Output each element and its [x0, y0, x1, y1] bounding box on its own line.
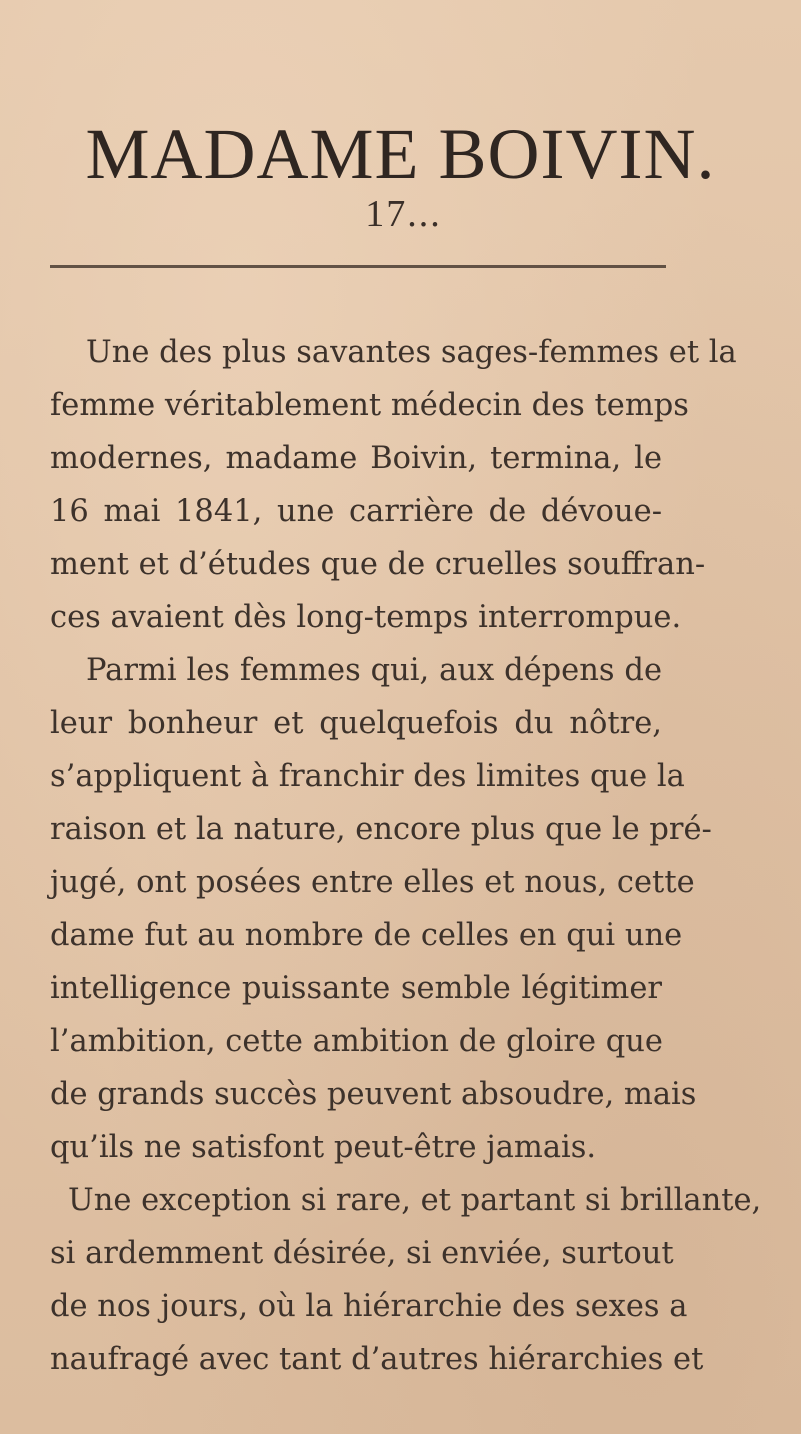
text-line: jugé, ont posées entre elles et nous, cette	[50, 865, 695, 900]
text-line: ment et d’études que de cruelles souffran-	[50, 547, 706, 582]
text-line: femme véritablement médecin des temps	[50, 388, 689, 423]
text-line: ces avaient dès long-temps interrompue.	[50, 600, 682, 635]
text-line: intelligence puissante semble légitimer	[50, 971, 662, 1006]
text-line: de nos jours, où la hiérarchie des sexes a	[50, 1289, 688, 1324]
text-line: naufragé avec tant d’autres hiérarchies et	[50, 1342, 704, 1377]
body-text	[50, 326, 762, 1386]
text-line: Parmi les femmes qui, aux dépens de	[86, 653, 662, 688]
chapter-date: 17...	[365, 193, 442, 235]
text-line: raison et la nature, encore plus que le pré-	[50, 812, 712, 847]
text-line: qu’ils ne satisfont peut-être jamais.	[50, 1130, 597, 1165]
text-line: 16 mai 1841, une carrière de dévoue-	[50, 494, 662, 529]
text-line: de grands succès peuvent absoudre, mais	[50, 1077, 697, 1112]
text-line: leur bonheur et quelquefois du nôtre,	[50, 706, 662, 741]
header-rule	[50, 265, 666, 268]
chapter-title: MADAME BOIVIN.	[85, 114, 716, 194]
text-line: modernes, madame Boivin, termina, le	[50, 441, 662, 476]
text-line: Une des plus savantes sages-femmes et la	[86, 335, 737, 370]
text-line: si ardemment désirée, si enviée, surtout	[50, 1236, 674, 1271]
text-line: Une exception si rare, et partant si brillante,	[68, 1183, 762, 1218]
text-line: dame fut au nombre de celles en qui une	[50, 918, 683, 953]
text-line: l’ambition, cette ambition de gloire que	[50, 1024, 663, 1059]
text-line: s’appliquent à franchir des limites que la	[50, 759, 685, 794]
